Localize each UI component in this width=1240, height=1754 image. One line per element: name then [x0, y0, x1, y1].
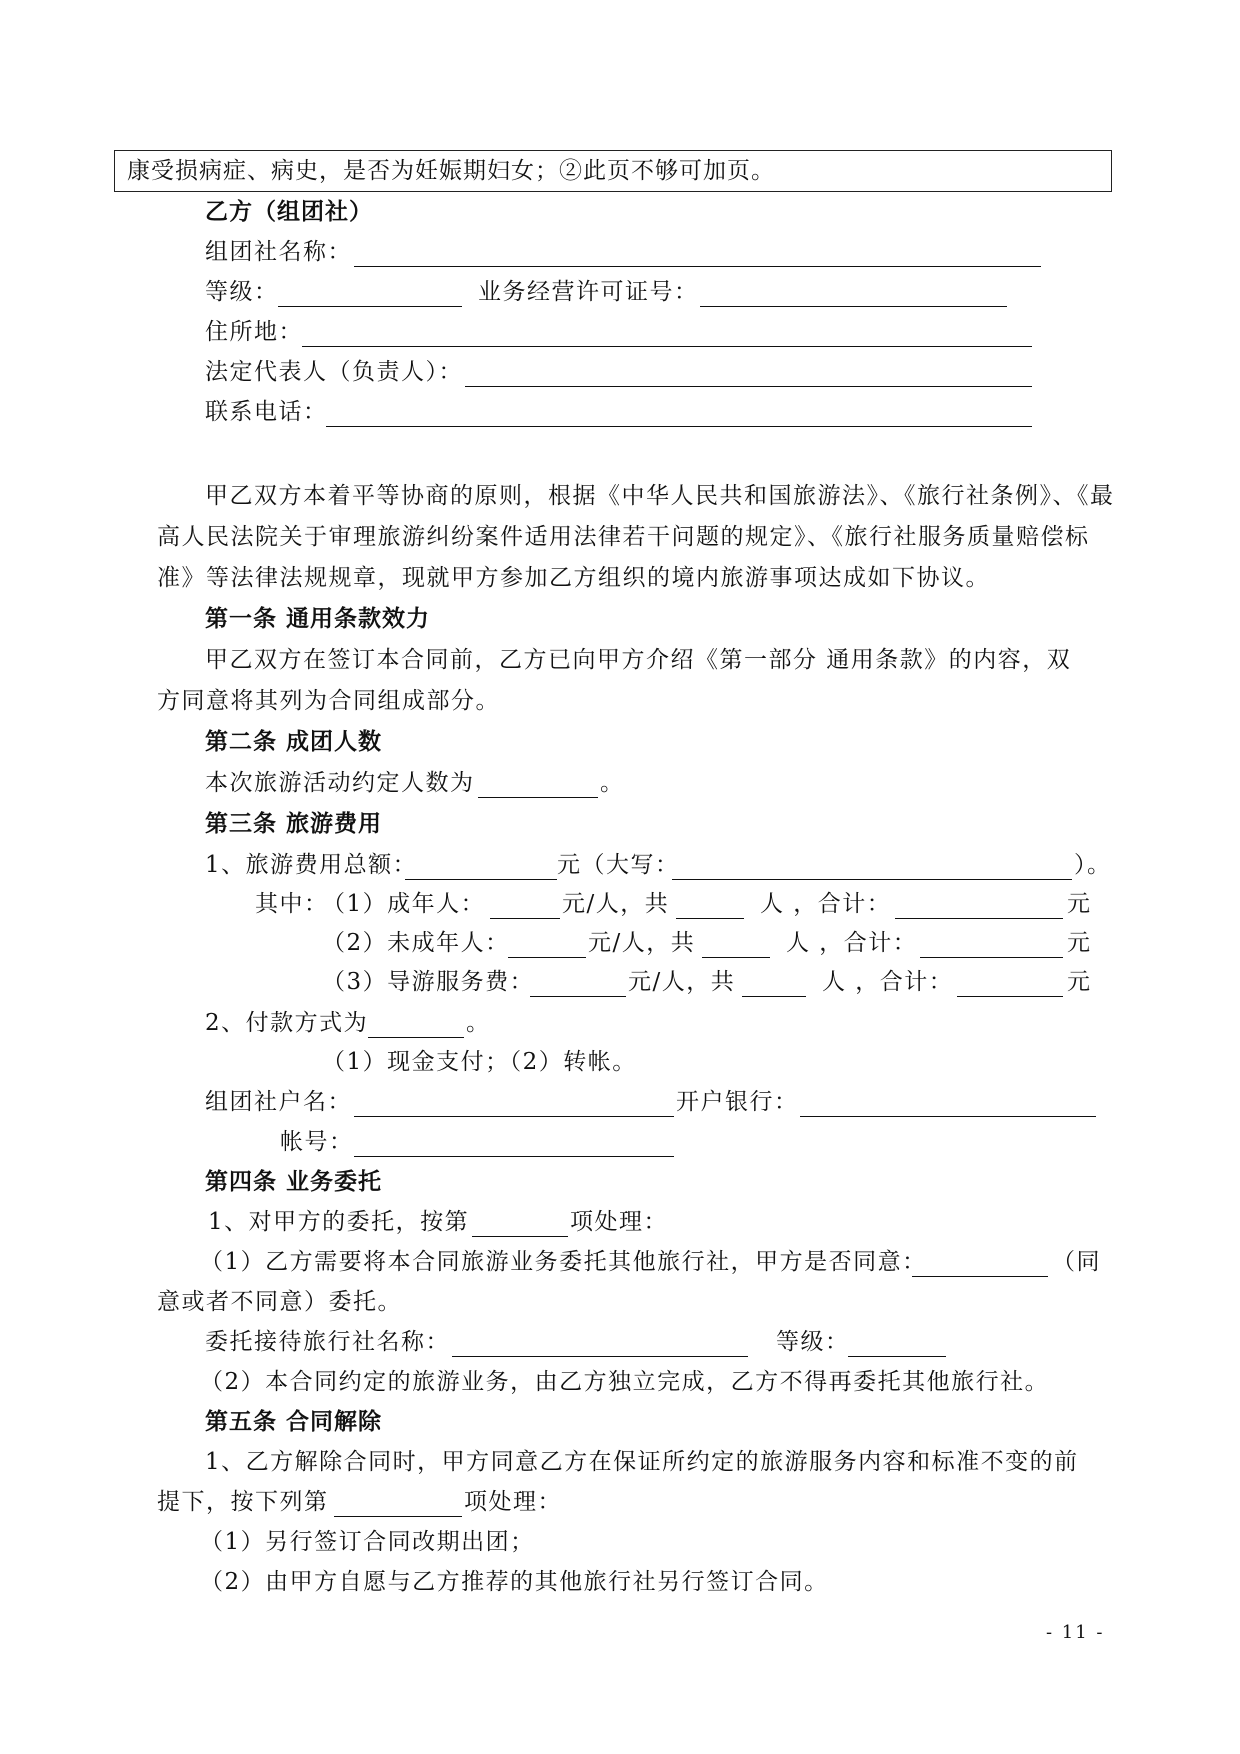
group-size-field[interactable] [478, 775, 598, 798]
phone-field[interactable] [326, 404, 1032, 427]
payment-field[interactable] [368, 1015, 464, 1038]
termination-line-2: 提下，按下列第 [157, 1489, 329, 1515]
article-2-title: 第二条 成团人数 [205, 729, 383, 755]
org-name-row: 组团社名称： [205, 239, 352, 265]
article-3-title: 第三条 旅游费用 [205, 811, 383, 837]
total-fee-label: 1、旅游费用总额： [205, 852, 418, 878]
minor-total-field[interactable] [920, 935, 1063, 958]
total-fee-capital-field[interactable] [672, 857, 1072, 880]
guide-price-field[interactable] [530, 974, 626, 997]
agree-field[interactable] [912, 1254, 1048, 1277]
delegation-option-1: （1）乙方需要将本合同旅游业务委托其他旅行社，甲方是否同意： [200, 1249, 927, 1275]
rep-field[interactable] [465, 364, 1032, 387]
termination-line-1: 1、乙方解除合同时，甲方同意乙方在保证所约定的旅游服务内容和标准不变的前 [205, 1449, 1079, 1475]
preamble-line-1: 甲乙双方本着平等协商的原则，根据《中华人民共和国旅游法》、《旅行社条例》、《最 [205, 483, 1115, 509]
article-1-line-2: 方同意将其列为合同组成部分。 [157, 688, 500, 714]
bank-field[interactable] [800, 1094, 1096, 1117]
among-label: 其中： [255, 891, 329, 917]
termination-line-2-end: 项处理： [464, 1489, 562, 1515]
delegation-option-2: （2）本合同约定的旅游业务，由乙方独立完成，乙方不得再委托其他旅行社。 [200, 1369, 1050, 1395]
minor-price-field[interactable] [508, 935, 586, 958]
agent-level-label: 等级： [776, 1329, 850, 1355]
agent-name-field[interactable] [452, 1334, 748, 1357]
account-name-label: 组团社户名： [205, 1089, 352, 1115]
guide-total-field[interactable] [957, 974, 1063, 997]
rep-label: 法定代表人（负责人）： [205, 359, 463, 385]
note-box [114, 150, 1112, 192]
guide-fee-label: （3）导游服务费： [322, 969, 535, 995]
minor-total-label: 人 ，合计： [786, 930, 918, 956]
phone-label: 联系电话： [205, 399, 328, 425]
minor-yuan: 元 [1067, 930, 1092, 956]
article-5-title: 第五条 合同解除 [205, 1409, 383, 1435]
preamble-line-2: 高人民法院关于审理旅游纠纷案件适用法律若干问题的规定》、《旅行社服务质量赔偿标 [157, 524, 1090, 550]
yuan-daxie-label: 元（大写： [557, 852, 680, 878]
payment-end: 。 [466, 1010, 491, 1036]
adult-price-field[interactable] [490, 896, 560, 919]
termination-choice-field[interactable] [334, 1494, 462, 1517]
adult-per-person: 元/人，共 [562, 891, 670, 917]
license-field[interactable] [700, 284, 1007, 307]
adult-count-field[interactable] [676, 896, 744, 919]
adult-label: （1）成年人： [322, 891, 486, 917]
account-no-label: 帐号： [280, 1129, 354, 1155]
payment-label: 2、付款方式为 [205, 1010, 369, 1036]
adult-total-field[interactable] [895, 896, 1063, 919]
agent-name-label: 委托接待旅行社名称： [205, 1329, 450, 1355]
agent-level-field[interactable] [848, 1334, 946, 1357]
preamble-line-3: 准》等法律法规规章，现就甲方参加乙方组织的境内旅游事项达成如下协议。 [157, 565, 990, 591]
delegation-item-1-end: 项处理： [570, 1209, 668, 1235]
minor-count-field[interactable] [702, 935, 770, 958]
level-field[interactable] [278, 284, 462, 307]
guide-yuan: 元 [1067, 969, 1092, 995]
org-name-field[interactable] [354, 244, 1041, 267]
license-label: 业务经营许可证号： [478, 279, 699, 305]
party-b-heading: 乙方（组团社） [205, 199, 373, 225]
article-1-line-1: 甲乙双方在签订本合同前，乙方已向甲方介绍《第一部分 通用条款》的内容，双 [205, 647, 1072, 673]
guide-per-person: 元/人，共 [628, 969, 736, 995]
payment-options: （1）现金支付；（2）转帐。 [322, 1049, 637, 1075]
period: 。 [600, 770, 625, 796]
termination-option-1: （1）另行签订合同改期出团； [200, 1529, 535, 1555]
article-4-title: 第四条 业务委托 [205, 1169, 383, 1195]
bank-label: 开户银行： [676, 1089, 799, 1115]
address-field[interactable] [302, 324, 1032, 347]
minor-per-person: 元/人，共 [588, 930, 696, 956]
note-text: 康受损病症、病史，是否为妊娠期妇女；②此页不够可加页。 [127, 158, 775, 184]
delegation-choice-field[interactable] [472, 1214, 568, 1237]
termination-option-2: （2）由甲方自愿与乙方推荐的其他旅行社另行签订合同。 [200, 1569, 829, 1595]
group-size-label: 本次旅游活动约定人数为 [205, 770, 475, 796]
article-1-title: 第一条 通用条款效力 [205, 606, 431, 632]
adult-yuan: 元 [1067, 891, 1092, 917]
level-label: 等级： [205, 279, 279, 305]
total-fee-field[interactable] [405, 857, 557, 880]
adult-total-label: 人 ，合计： [760, 891, 892, 917]
minor-label: （2）未成年人： [322, 930, 510, 956]
guide-count-field[interactable] [742, 974, 806, 997]
page-number: - 11 - [1046, 1622, 1105, 1643]
account-no-field[interactable] [354, 1134, 674, 1157]
guide-total-label: 人 ，合计： [822, 969, 954, 995]
address-label: 住所地： [205, 319, 303, 345]
account-name-field[interactable] [354, 1094, 674, 1117]
delegation-option-1-cont: 意或者不同意）委托。 [157, 1289, 402, 1315]
delegation-item-1: 1、对甲方的委托，按第 [208, 1209, 470, 1235]
agree-paren: （同 [1052, 1249, 1101, 1275]
close-paren: ）。 [1074, 852, 1112, 878]
